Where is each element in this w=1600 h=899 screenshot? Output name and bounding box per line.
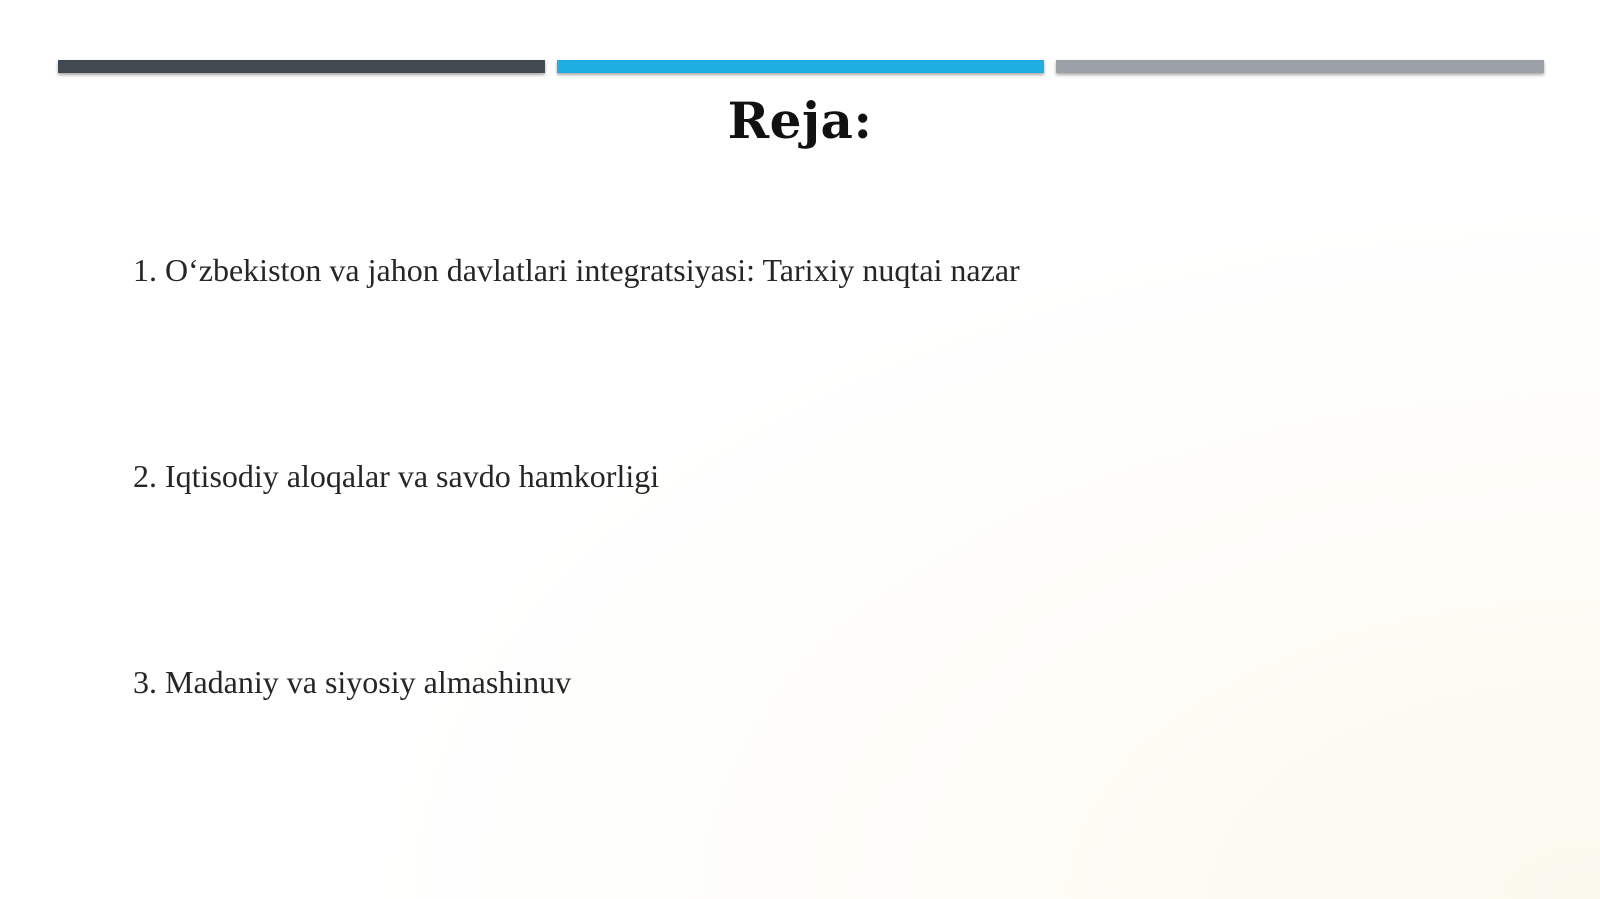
top-bar-gray xyxy=(1056,60,1544,73)
slide-title: Reja: xyxy=(727,91,873,150)
plan-item-2: 2. Iqtisodiy aloqalar va savdo hamkorligi xyxy=(133,458,660,494)
top-bar-dark xyxy=(58,60,545,73)
plan-item-1: 1. O‘zbekiston va jahon davlatlari integratsiyasi: Tarixiy nuqtai nazar xyxy=(133,252,1020,288)
plan-item-3: 3. Madaniy va siyosiy almashinuv xyxy=(133,664,572,700)
top-bar-accent xyxy=(557,60,1044,73)
